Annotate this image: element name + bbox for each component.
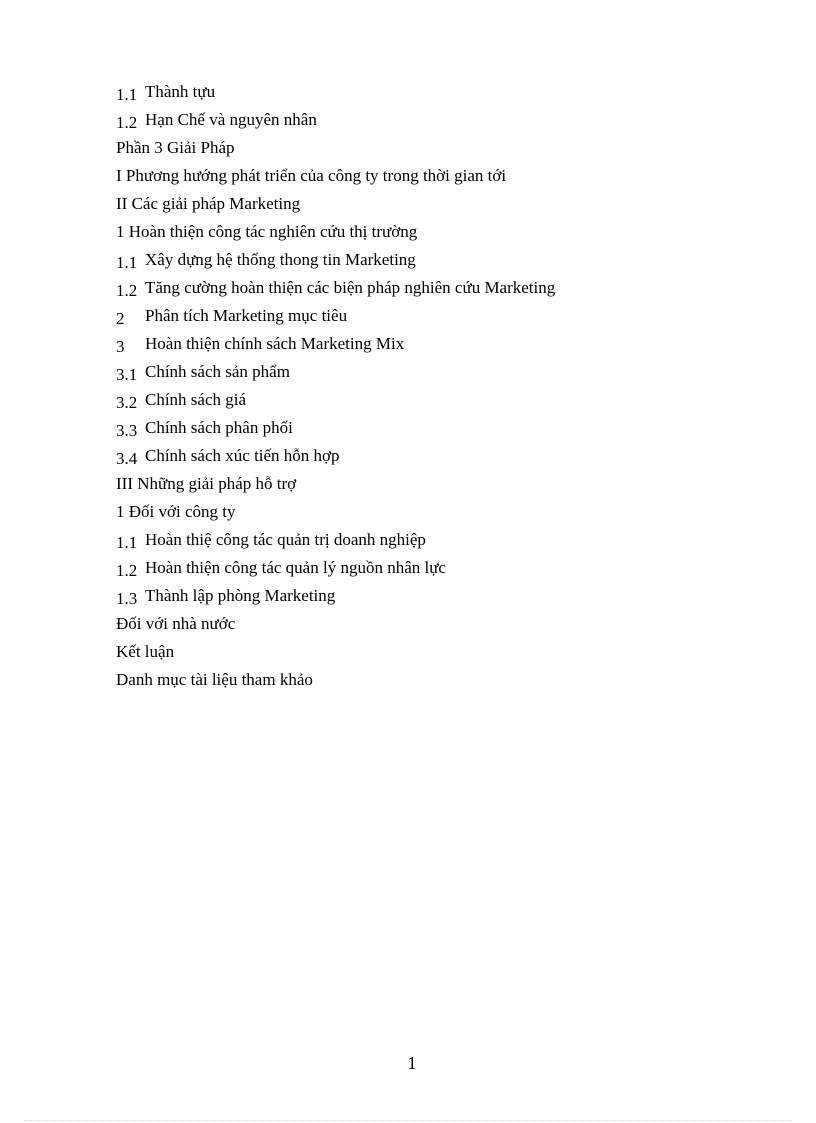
toc-entry-number: 1.1 [116, 533, 138, 552]
toc-entry [116, 526, 756, 554]
toc-entry-text: Thành lập phòng Marketing [145, 586, 336, 605]
toc-entry [116, 330, 756, 358]
toc-entry [116, 218, 756, 246]
toc-entry-text: Phân tích Marketing mục tiêu [145, 306, 348, 325]
toc-entry [116, 134, 756, 162]
toc-entry [116, 638, 756, 666]
toc-entry-text: Thành tựu [145, 82, 216, 101]
toc-entry-text: I Phương hướng phát triển của công ty trong thời gian tới [116, 166, 507, 185]
toc-entry-number: 2 [116, 309, 125, 328]
toc-entry-text: Danh mục tài liệu tham khảo [116, 670, 313, 689]
toc-entry-text: 1 Đối với công ty [116, 502, 236, 521]
page-separator [24, 1120, 792, 1121]
toc-entry-number: 1.2 [116, 281, 138, 300]
toc-entry-number: 1.2 [116, 561, 138, 580]
toc-entry [116, 666, 756, 694]
toc-entry-text: II Các giải pháp Marketing [116, 194, 301, 213]
toc-entry-text: Hoàn thiện công tác quản lý nguồn nhân lực [145, 558, 446, 577]
toc-entry-text: Phần 3 Giải Pháp [116, 138, 235, 157]
toc-entry-number: 1.1 [116, 85, 138, 104]
toc-entry [116, 358, 756, 386]
toc-entry-number: 3 [116, 337, 125, 356]
toc-entry-number: 1.2 [116, 113, 138, 132]
toc-entry [116, 302, 756, 330]
toc-entry [116, 246, 756, 274]
toc-entry-text: Chính sách sản phẩm [145, 362, 290, 381]
toc-entry-text: 1 Hoàn thiện công tác nghiên cứu thị trường [116, 222, 418, 241]
toc-entry [116, 274, 756, 302]
toc-entry-text: Hoàn thiện chính sách Marketing Mix [145, 334, 405, 353]
toc-entry [116, 414, 756, 442]
toc-entry [116, 554, 756, 582]
toc-entry [116, 162, 756, 190]
toc-entry-text: Chính sách xúc tiến hỗn hợp [145, 446, 340, 465]
toc-entry-number: 1.1 [116, 253, 138, 272]
toc-entry [116, 610, 756, 638]
toc-entry-text: Hạn Chế và nguyên nhân [145, 110, 317, 129]
toc-entry-number: 3.1 [116, 365, 138, 384]
page-number: 1 [407, 1053, 417, 1073]
toc-entry [116, 582, 756, 610]
toc-entry-number: 3.4 [116, 449, 138, 468]
toc-entry-text: Chính sách phân phối [145, 418, 293, 437]
toc-entry-text: Chính sách giá [145, 390, 247, 409]
table-of-contents [116, 78, 756, 694]
toc-entry [116, 78, 756, 106]
toc-entry [116, 190, 756, 218]
toc-entry [116, 470, 756, 498]
toc-entry [116, 498, 756, 526]
toc-entry [116, 442, 756, 470]
toc-entry-text: Tăng cường hoàn thiện các biện pháp nghiên cứu Marketing [145, 278, 556, 297]
toc-entry-text: III Những giải pháp hỗ trợ [116, 474, 297, 493]
toc-entry [116, 386, 756, 414]
toc-entry [116, 106, 756, 134]
toc-entry-text: Hoàn thiệ công tác quản trị doanh nghiệp [145, 530, 426, 549]
toc-entry-number: 3.2 [116, 393, 138, 412]
toc-entry-number: 1.3 [116, 589, 138, 608]
toc-entry-text: Xây dựng hệ thống thong tin Marketing [145, 250, 416, 269]
toc-entry-text: Kết luận [116, 642, 175, 661]
toc-entry-text: Đối với nhà nước [116, 614, 236, 633]
toc-entry-number: 3.3 [116, 421, 138, 440]
